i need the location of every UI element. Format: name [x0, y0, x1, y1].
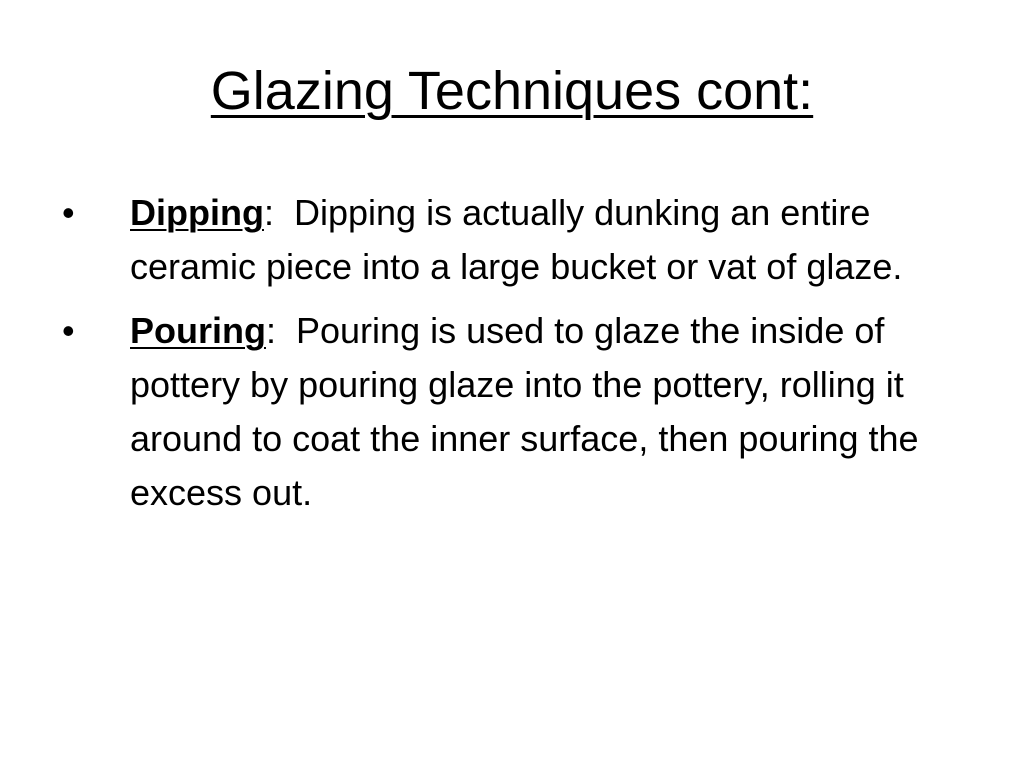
bullet-separator: :: [263, 192, 294, 233]
bullet-item-pouring: [0, 304, 1024, 520]
bullet-separator: :: [265, 310, 296, 351]
bullet-text: Pouring is used to glaze the inside of pottery by pouring glaze into the pottery, rolling it around to coat the inner surface, then pouring the excess out.: [130, 310, 919, 513]
bullet-marker: •: [62, 192, 75, 233]
slide-title: Glazing Techniques cont:: [210, 61, 814, 121]
bullet-list: [0, 186, 1024, 530]
bullet-term: Dipping: [130, 192, 264, 233]
bullet-item-dipping: [0, 186, 1024, 294]
bullet-marker: •: [62, 310, 75, 351]
bullet-text: Dipping is actually dunking an entire ceramic piece into a large bucket or vat of glaze.: [130, 192, 903, 287]
bullet-term: Pouring: [130, 310, 266, 351]
